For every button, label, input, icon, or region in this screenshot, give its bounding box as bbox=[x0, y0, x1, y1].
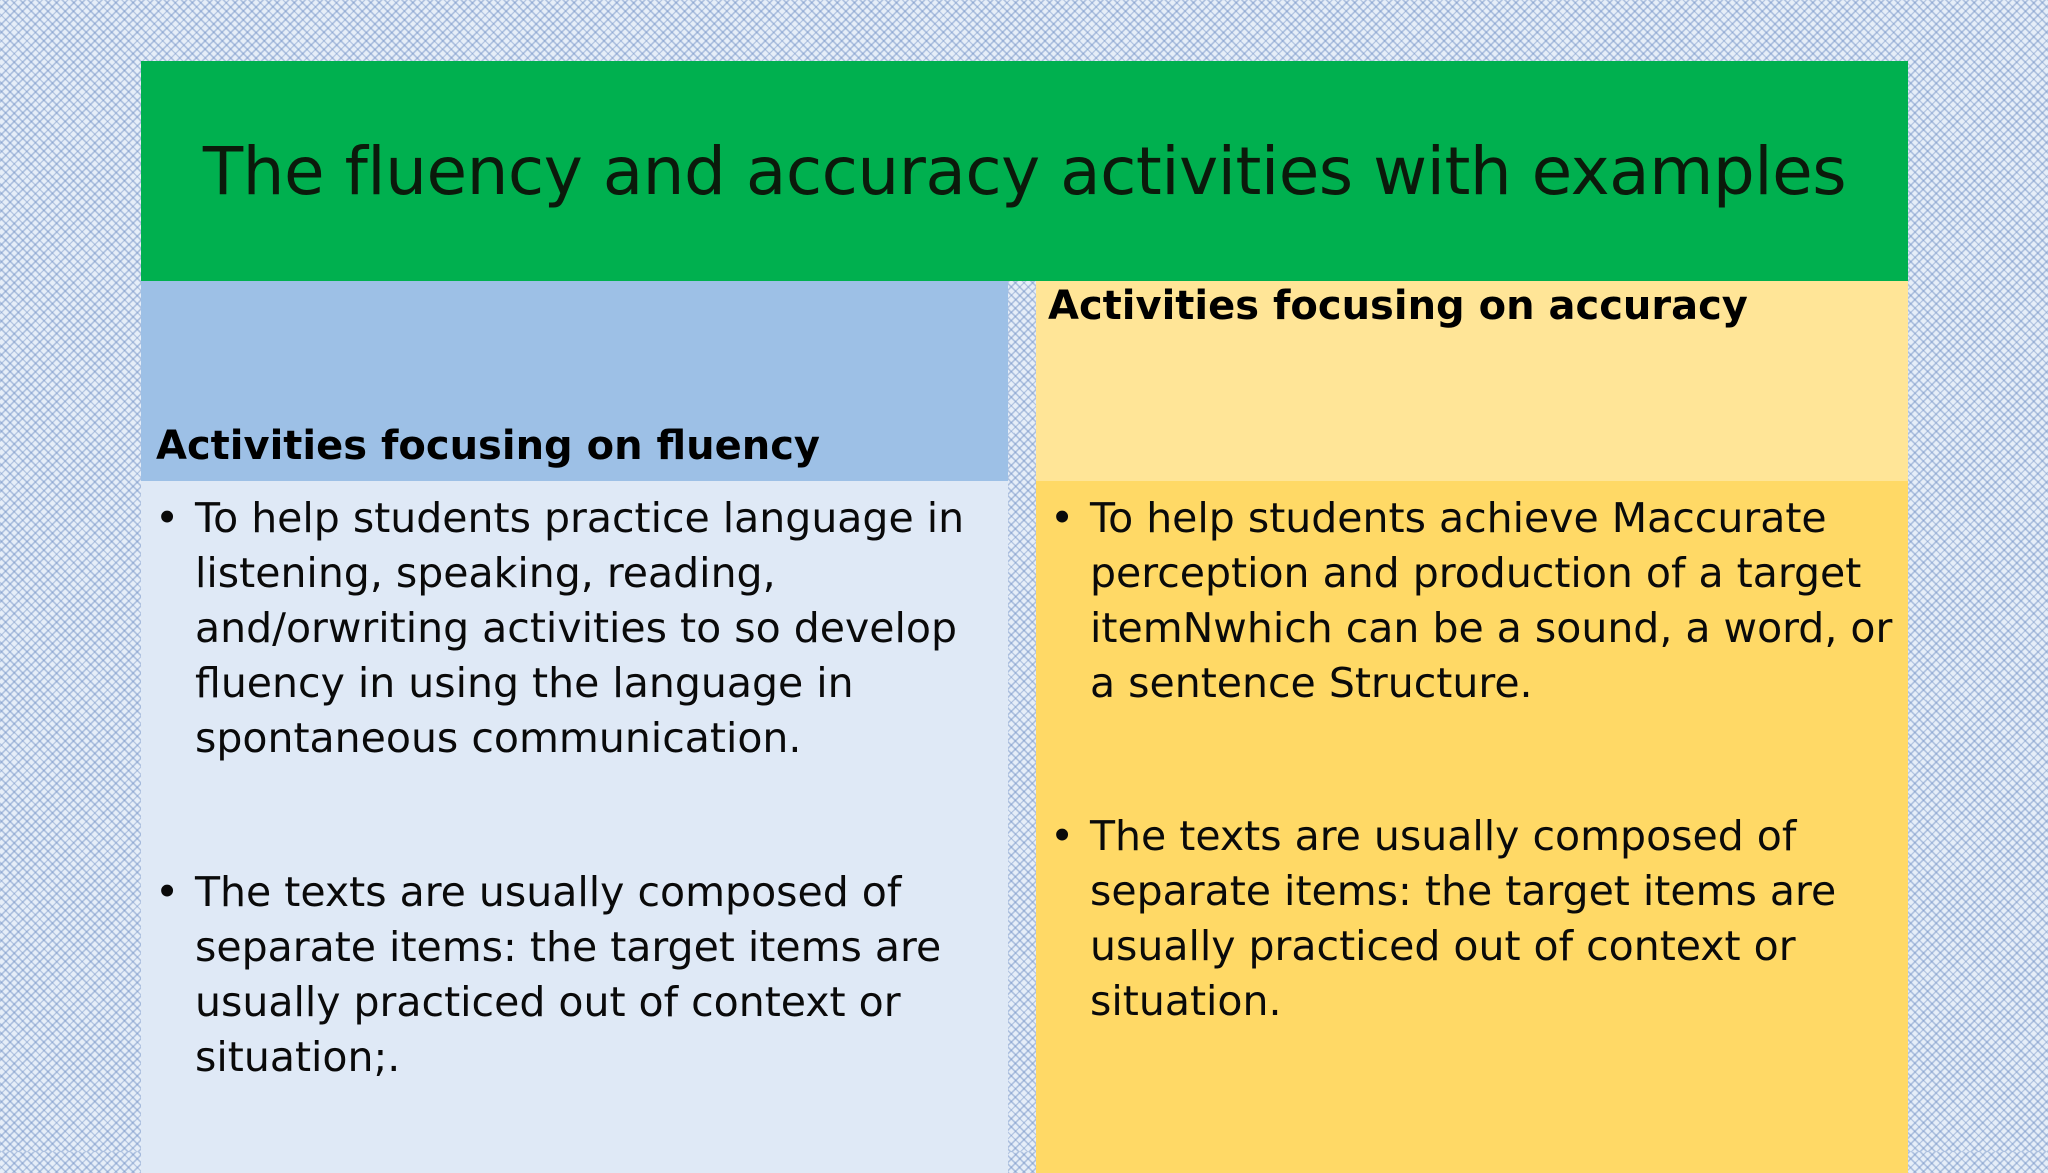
accuracy-heading: Activities focusing on accuracy bbox=[1048, 283, 1748, 329]
fluency-header-panel bbox=[141, 281, 1008, 481]
fluency-bullet-2: • The texts are usually composed of separate items: the target items are usually practiced out of context or situation;. bbox=[141, 865, 1001, 1085]
accuracy-header-panel bbox=[1036, 281, 1908, 481]
accuracy-body-panel bbox=[1036, 481, 1908, 1173]
accuracy-bullet-1: • To help students achieve Maccurate perception and production of a target itemNwhich can be a sound, a word, or a sentence Structure. bbox=[1036, 491, 1904, 711]
slide-title: The fluency and accuracy activities with examples bbox=[202, 132, 1847, 210]
fluency-body-panel bbox=[141, 481, 1008, 1173]
fluency-bullet-1: • To help students practice language in listening, speaking, reading, and/orwriting activities to so develop fluency in using the language in spontaneous communication. bbox=[141, 491, 1001, 766]
title-bar bbox=[141, 61, 1908, 281]
accuracy-bullet-2: • The texts are usually composed of separate items: the target items are usually practiced out of context or situation. bbox=[1036, 809, 1904, 1029]
fluency-heading: Activities focusing on fluency bbox=[156, 423, 821, 469]
slide bbox=[141, 61, 1908, 1113]
